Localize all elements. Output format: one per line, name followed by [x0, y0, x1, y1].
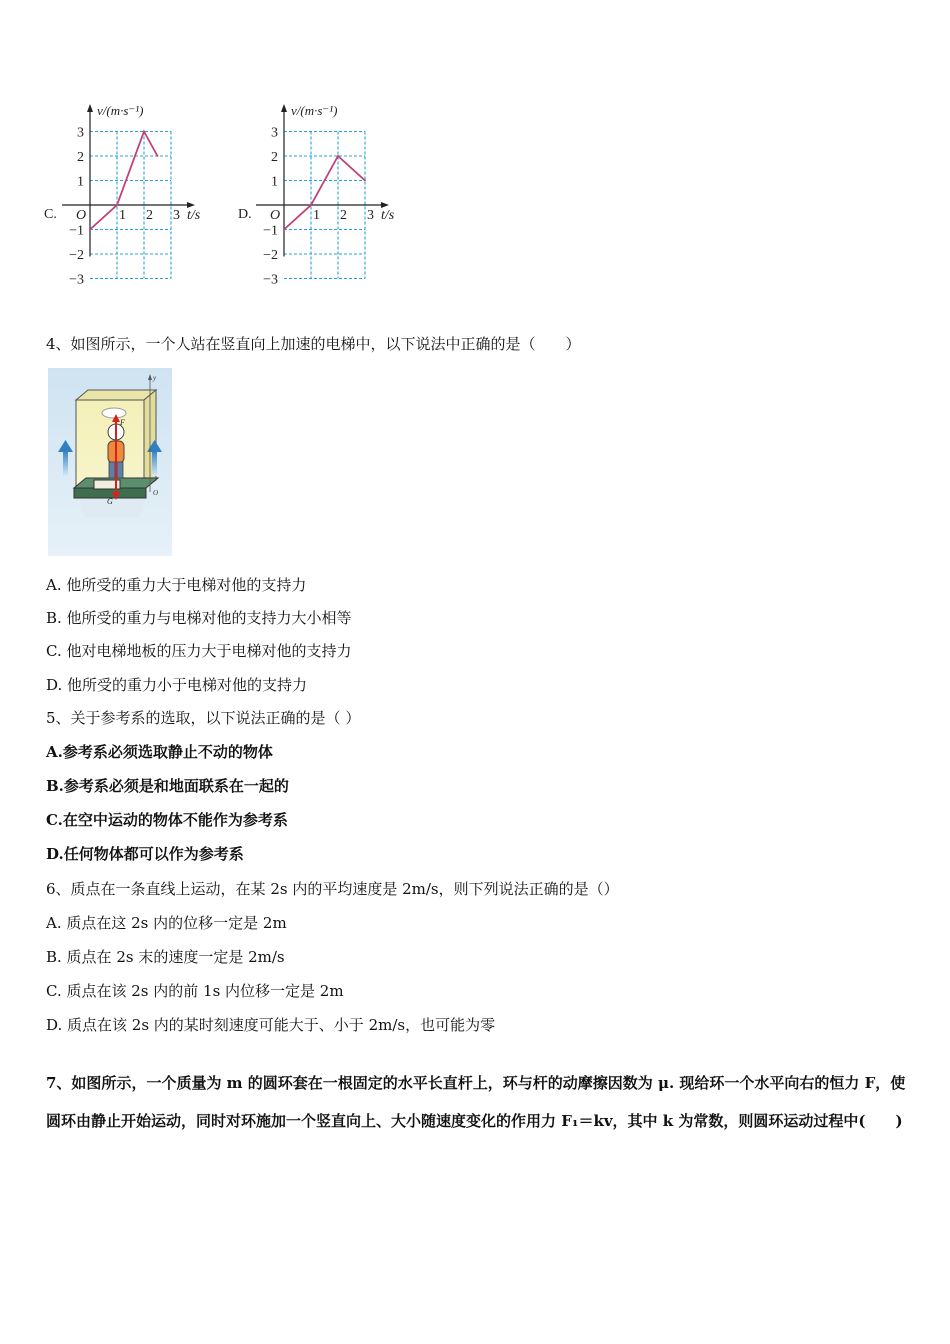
y-tick-label: 1 — [271, 174, 278, 190]
q6-stem: 6、质点在一条直线上运动，在某 2s 内的平均速度是 2m/s，则下列说法正确的是（） — [46, 880, 619, 898]
x-tick-label: 3 — [367, 208, 374, 223]
q4-option-b: B. 他所受的重力与电梯对他的支持力大小相等 — [46, 609, 352, 627]
elevator-illustration — [48, 368, 172, 556]
q5-stem: 5、关于参考系的选取，以下说法正确的是（ ） — [46, 709, 361, 727]
velocity-time-graph-d — [234, 98, 409, 308]
y-axis-arrow — [87, 104, 93, 112]
y-axis-label: v/(m·s⁻¹) — [97, 103, 144, 118]
y-tick-label: 1 — [77, 174, 84, 190]
y-tick-label: −1 — [263, 223, 278, 239]
y-tick-label: 3 — [271, 125, 278, 141]
q4-option-d: D. 他所受的重力小于电梯对他的支持力 — [46, 676, 308, 694]
option-label: C. — [44, 207, 57, 222]
q5-option-d: D.任何物体都可以作为参考系 — [46, 845, 244, 863]
x-tick-label: 2 — [340, 208, 347, 223]
graph-option-c — [40, 98, 215, 308]
elevator-figure — [48, 368, 172, 556]
q6-option-c: C. 质点在该 2s 内的前 1s 内位移一定是 2m — [46, 982, 344, 1000]
x-tick-label: 2 — [146, 208, 153, 223]
origin-label: O — [270, 208, 281, 223]
y-axis-letter: y — [153, 374, 157, 382]
q4-option-c: C. 他对电梯地板的压力大于电梯对他的支持力 — [46, 642, 352, 660]
x-axis-label: t/s — [187, 208, 201, 223]
data-point — [364, 180, 366, 182]
data-point — [337, 155, 339, 157]
q6-option-a: A. 质点在这 2s 内的位移一定是 2m — [46, 914, 287, 932]
x-axis-label: t/s — [381, 208, 395, 223]
q5-option-c: C.在空中运动的物体不能作为参考系 — [46, 811, 288, 829]
y-tick-label: −2 — [69, 248, 84, 263]
force-f-label: F — [120, 418, 125, 427]
velocity-series-line — [284, 156, 365, 230]
y-tick-label: −2 — [263, 248, 278, 263]
x-tick-label: 1 — [313, 208, 320, 223]
force-g-label: G — [107, 497, 113, 506]
x-tick-label: 1 — [119, 208, 126, 223]
y-tick-label: −3 — [263, 272, 278, 288]
q4-option-a: A. 他所受的重力大于电梯对他的支持力 — [46, 576, 307, 594]
data-point — [157, 155, 159, 157]
y-tick-label: −3 — [69, 272, 84, 288]
data-point — [310, 204, 312, 206]
velocity-time-graph-c — [40, 98, 215, 308]
graph-option-d — [234, 98, 409, 308]
y-tick-label: 2 — [77, 150, 84, 165]
data-point — [143, 131, 145, 133]
x-tick-label: 3 — [173, 208, 180, 223]
data-point — [89, 229, 91, 231]
y-tick-label: 3 — [77, 125, 84, 141]
q5-option-a: A.参考系必须选取静止不动的物体 — [46, 743, 273, 761]
q7-text: 7、如图所示，一个质量为 m 的圆环套在一根固定的水平长直杆上，环与杆的动摩擦因数为 μ. 现给环一个水平向右的恒力 F，使圆环由静止开始运动，同时对环施加一个竖直向上、大小随速度变化的作用力 F₁＝kv，其中 k 为常数，则圆环运动过程中( ) — [46, 1074, 906, 1130]
data-point — [116, 204, 118, 206]
q6-option-b: B. 质点在 2s 末的速度一定是 2m/s — [46, 948, 285, 966]
q5-option-b: B.参考系必须是和地面联系在一起的 — [46, 777, 289, 795]
y-axis-arrow — [281, 104, 287, 112]
q6-option-d: D. 质点在该 2s 内的某时刻速度可能大于、小于 2m/s，也可能为零 — [46, 1016, 496, 1034]
origin-label: O — [76, 208, 87, 223]
origin-letter: O — [153, 489, 159, 497]
q4-stem: 4、如图所示，一个人站在竖直向上加速的电梯中，以下说法中正确的是（ ） — [46, 335, 581, 353]
option-label: D. — [238, 207, 252, 222]
y-axis-label: v/(m·s⁻¹) — [291, 103, 338, 118]
y-tick-label: −1 — [69, 223, 84, 239]
y-tick-label: 2 — [271, 150, 278, 165]
data-point — [283, 229, 285, 231]
